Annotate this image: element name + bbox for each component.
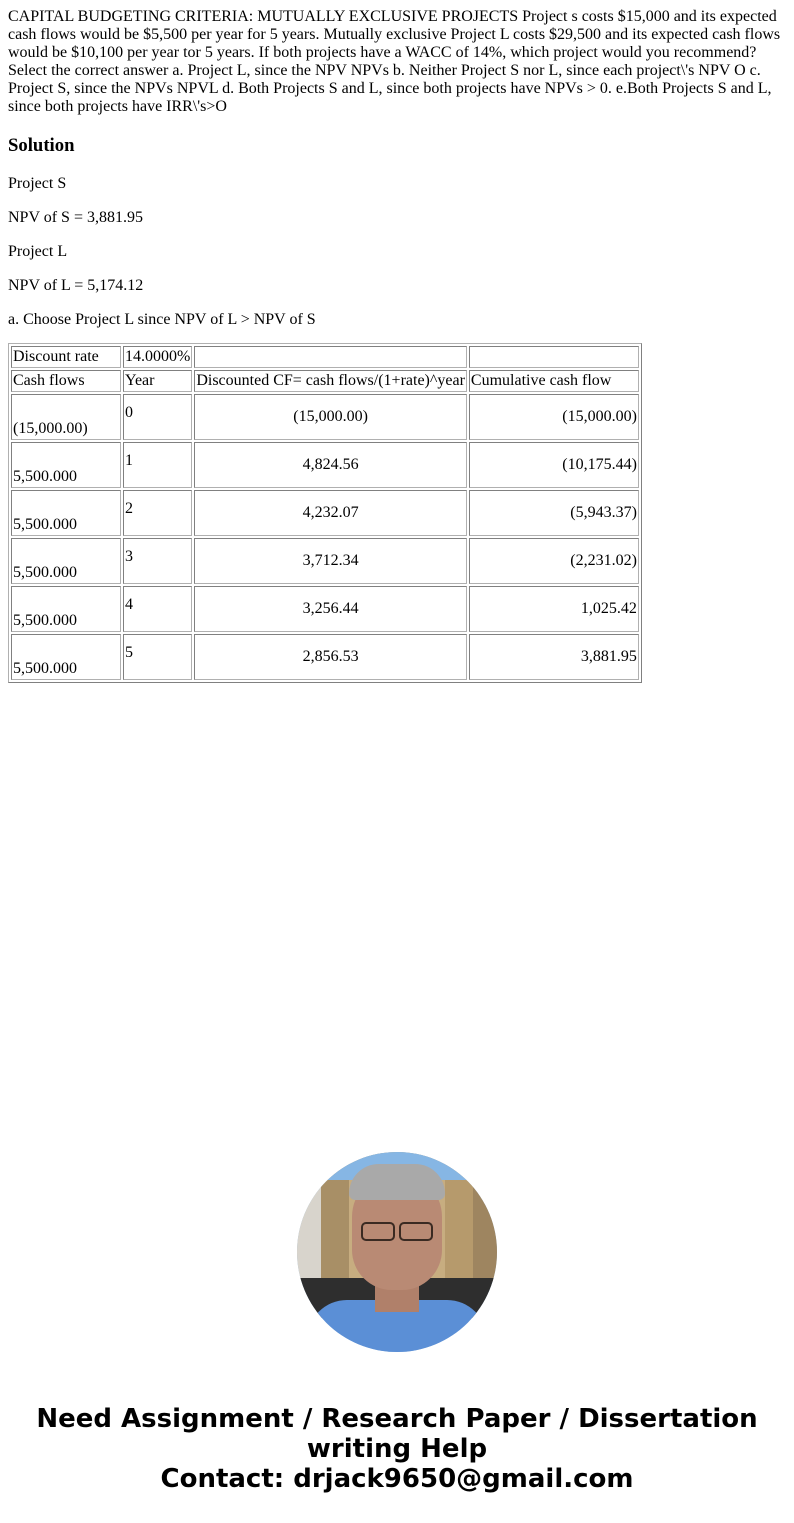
promo-contact: Contact: drjack9650@gmail.com: [160, 1464, 634, 1494]
table-row: [11, 394, 639, 440]
table-row: [11, 442, 639, 488]
year-cell: 1: [123, 442, 192, 488]
header-cumulative-cash-flow: Cumulative cash flow: [469, 370, 639, 392]
year-cell: 5: [123, 634, 192, 680]
discounted-cash-flow-table: [8, 343, 642, 683]
cash-flow-cell: 5,500.000: [11, 490, 121, 536]
discount-rate-value: 14.0000%: [123, 346, 192, 368]
cash-flow-cell: 5,500.000: [11, 586, 121, 632]
year-cell: 3: [123, 538, 192, 584]
cash-flow-cell: 5,500.000: [11, 538, 121, 584]
discounted-cf-cell: 2,856.53: [194, 634, 467, 680]
discounted-cf-cell: 4,824.56: [194, 442, 467, 488]
promo-text: [0, 1404, 794, 1494]
table-row: [11, 538, 639, 584]
discounted-cf-cell: 3,712.34: [194, 538, 467, 584]
project-l-label: Project L: [8, 243, 68, 260]
table-row: [11, 586, 639, 632]
cash-flow-cell: 5,500.000: [11, 442, 121, 488]
header-year: Year: [123, 370, 192, 392]
npv-s-value: NPV of S = 3,881.95: [8, 209, 143, 226]
empty-cell: [194, 346, 467, 368]
discounted-cf-cell: 4,232.07: [194, 490, 467, 536]
year-cell: 0: [123, 394, 192, 440]
question-text: CAPITAL BUDGETING CRITERIA: MUTUALLY EXCLUSIVE PROJECTS Project s costs $15,000 and its expected cash flows would be $5,500 per year for 5 years. Mutually exclusive Project L costs $29,500 and its expected cash flows would be $10,100 per year tor 5 years. If both projects have a WACC of 14%, which project would you recommend? Select the correct answer a. Project L, since the NPV NPVs b. Neither Project S nor L, since each project\'s NPV O c. Project S, since the NPVs NPVL d. Both Projects S and L, since both projects have NPVs > 0. e.Both Projects S and L, since both projects have IRR\'s>O: [8, 8, 781, 115]
cash-flow-cell: (15,000.00): [11, 394, 121, 440]
solution-heading: Solution: [8, 135, 75, 156]
cumulative-cf-cell: (2,231.02): [469, 538, 639, 584]
cash-flow-cell: 5,500.000: [11, 634, 121, 680]
npv-l-value: NPV of L = 5,174.12: [8, 277, 144, 294]
cumulative-cf-cell: (5,943.37): [469, 490, 639, 536]
year-cell: 4: [123, 586, 192, 632]
table-row: [11, 634, 639, 680]
discounted-cf-cell: (15,000.00): [194, 394, 467, 440]
answer-conclusion: a. Choose Project L since NPV of L > NPV of S: [8, 311, 316, 328]
cumulative-cf-cell: 1,025.42: [469, 586, 639, 632]
cumulative-cf-cell: (10,175.44): [469, 442, 639, 488]
empty-cell: [469, 346, 639, 368]
promo-banner: [0, 1152, 794, 1494]
glasses-icon: [361, 1222, 433, 1238]
header-cash-flows: Cash flows: [11, 370, 121, 392]
project-s-label: Project S: [8, 175, 67, 192]
cumulative-cf-cell: 3,881.95: [469, 634, 639, 680]
promo-line-2: writing Help: [306, 1434, 488, 1464]
header-row: [11, 370, 639, 392]
header-discounted-cf: Discounted CF= cash flows/(1+rate)^year: [194, 370, 467, 392]
promo-line-1: Need Assignment / Research Paper / Dissertation: [36, 1404, 758, 1434]
page-content: [0, 0, 794, 683]
discount-rate-label: Discount rate: [11, 346, 121, 368]
year-cell: 2: [123, 490, 192, 536]
discount-rate-row: [11, 346, 639, 368]
cumulative-cf-cell: (15,000.00): [469, 394, 639, 440]
table-row: [11, 490, 639, 536]
avatar-photo-icon: [297, 1152, 497, 1352]
discounted-cf-cell: 3,256.44: [194, 586, 467, 632]
